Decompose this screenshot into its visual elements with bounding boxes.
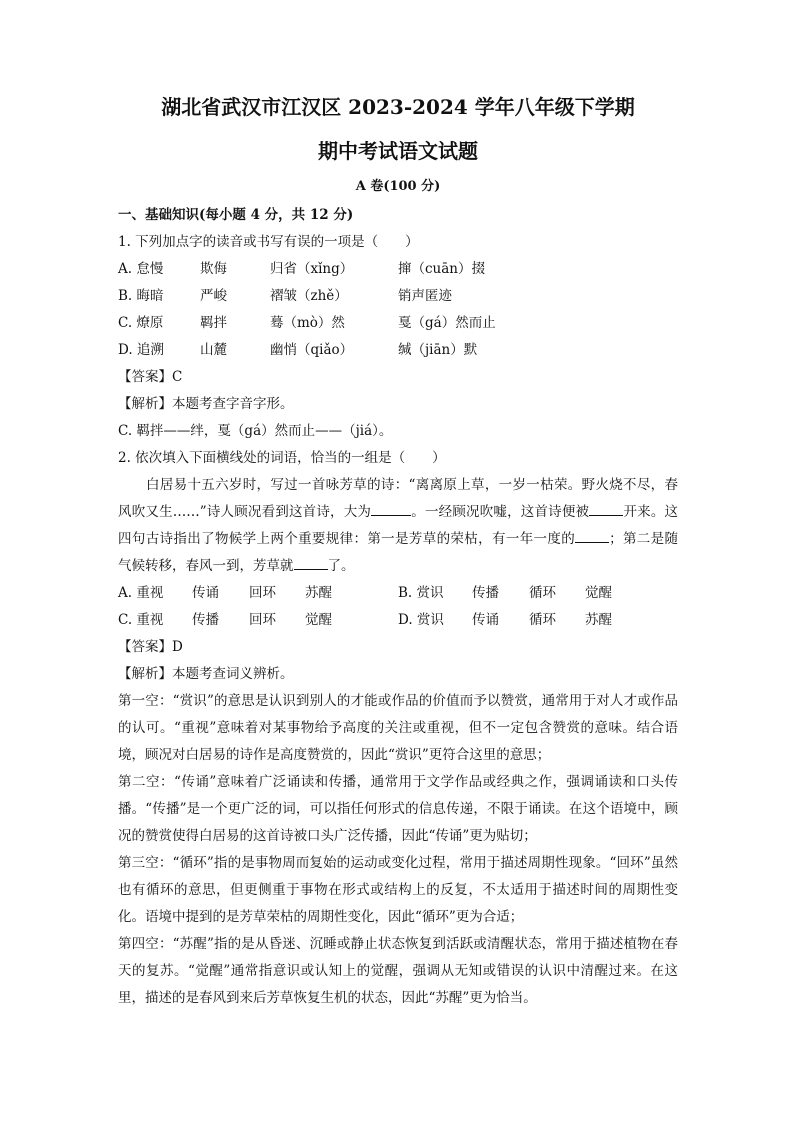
exam-title-line2: 期中考试语文试题 [318,139,478,163]
option-word: C. 燎原 [118,315,164,331]
q1-option-c [118,310,678,337]
option-word: 传播 [472,585,499,601]
option-word: 归省（xǐng） [270,261,354,277]
option-word: 循环 [529,585,556,601]
passage-text: 开来。这四句古诗指出了物候学上两个重要规律：第一是芳草的荣枯，有一年一度的 [118,504,679,547]
option-word: 蓦（mò）然 [270,315,345,331]
option-word: 戛（gá）然而止 [398,315,496,331]
q2-option-d [398,607,678,634]
option-word: 觉醒 [305,612,332,628]
option-word: 幽悄（qiǎo） [270,342,354,358]
option-word: 传诵 [192,585,219,601]
question-1-stem: 1. 下列加点字的读音或书写有误的一项是（ ） [118,234,419,250]
q1-option-d [118,337,678,364]
q1-answer: 【答案】C [118,369,183,385]
option-word: B. 赏识 [398,585,444,601]
passage-text: ；第二是随气候转移，春风一到，芳草就 [118,531,678,574]
option-word: 山麓 [200,342,227,358]
section-heading: 一、基础知识(每小题 4 分，共 12 分) [118,207,354,223]
option-word: 回环 [249,612,276,628]
q2-analysis: 【解析】本题考查词义辨析。 [118,666,294,682]
option-word: A. 怠慢 [118,261,164,277]
fill-blank-2 [589,501,623,516]
fill-blank-3 [575,528,609,543]
q2-passage [118,472,678,580]
q2-options-row-2 [118,607,678,634]
option-word: 缄（jiān）默 [398,342,478,358]
option-word: 觉醒 [585,585,612,601]
option-word: 羁拌 [200,315,227,331]
passage-text: 了。 [327,558,355,574]
fill-blank-1 [371,501,411,516]
q1-option-b [118,283,678,310]
option-word: 传诵 [472,612,499,628]
option-word: C. 重视 [118,612,164,628]
option-word: 销声匿迹 [398,288,452,304]
option-word: 循环 [529,612,556,628]
q1-option-a [118,256,678,283]
option-word: 撺（cuān）掇 [398,261,485,277]
q2-option-b [398,580,678,607]
passage-text: 。一经顾况吹嘘，这首诗便被 [411,504,590,520]
passage-text: 白居易十五六岁时，写过一首咏芳草的诗：“离离原上草，一岁一枯荣。野火烧不尽，春风吹又生……”诗人顾况看到这首诗，大为 [118,477,678,520]
option-word: 褶皱（zhě） [270,288,348,304]
option-word: 苏醒 [305,585,332,601]
volume-label: A 卷(100 分) [355,179,441,194]
option-word: 传播 [192,612,219,628]
option-word: D. 追溯 [118,342,164,358]
option-word: B. 晦暗 [118,288,164,304]
option-word: 回环 [249,585,276,601]
q2-options-row-1 [118,580,678,607]
fill-blank-4 [294,555,328,570]
q2-blank2-explanation: 第二空：“传诵”意味着广泛诵读和传播，通常用于文学作品或经典之作，强调诵读和口头传播。“传播”是一个更广泛的词，可以指任何形式的信息传递，不限于诵读。在这个语境中，顾况的赞赏使得白居易的这首诗被口头广泛传播，因此“传诵”更为贴切； [118,774,678,844]
option-word: 苏醒 [585,612,612,628]
q2-blank4-explanation: 第四空：“苏醒”指的是从昏迷、沉睡或静止状态恢复到活跃或清醒状态，常用于描述植物在春天的复苏。“觉醒”通常指意识或认知上的觉醒，强调从无知或错误的认识中清醒过来。在这里，描述的是春风到来后芳草恢复生机的状态，因此“苏醒”更为恰当。 [118,936,678,1006]
q2-blank3-explanation: 第三空：“循环”指的是事物周而复始的运动或变化过程，常用于描述周期性现象。“回环”虽然也有循环的意思，但更侧重于事物在形式或结构上的反复，不太适用于描述时间的周期性变化。语境中提到的是芳草荣枯的周期性变化，因此“循环”更为合适； [118,855,678,925]
exam-title-line1: 湖北省武汉市江汉区 2023-2024 学年八年级下学期 [161,95,635,119]
q1-analysis: 【解析】本题考查字音字形。 [118,396,294,412]
q1-note: C. 羁拌——绊，戛（gá）然而止——（jiá）。 [118,423,393,439]
q2-option-a [118,580,398,607]
q2-blank1-explanation: 第一空：“赏识”的意思是认识到别人的才能或作品的价值而予以赞赏，通常用于对人才或作品的认可。“重视”意味着对某事物给予高度的关注或重视，但不一定包含赞赏的意味。结合语境，顾况对白居易的诗作是高度赞赏的，因此“赏识”更符合这里的意思； [118,693,678,763]
option-word: D. 赏识 [398,612,444,628]
option-word: A. 重视 [118,585,164,601]
q2-option-c [118,607,398,634]
exam-body [118,202,678,1012]
option-word: 严峻 [200,288,227,304]
q2-answer: 【答案】D [118,639,183,655]
option-word: 欺侮 [200,261,227,277]
question-2-stem: 2. 依次填入下面横线处的词语，恰当的一组是（ ） [118,450,446,466]
